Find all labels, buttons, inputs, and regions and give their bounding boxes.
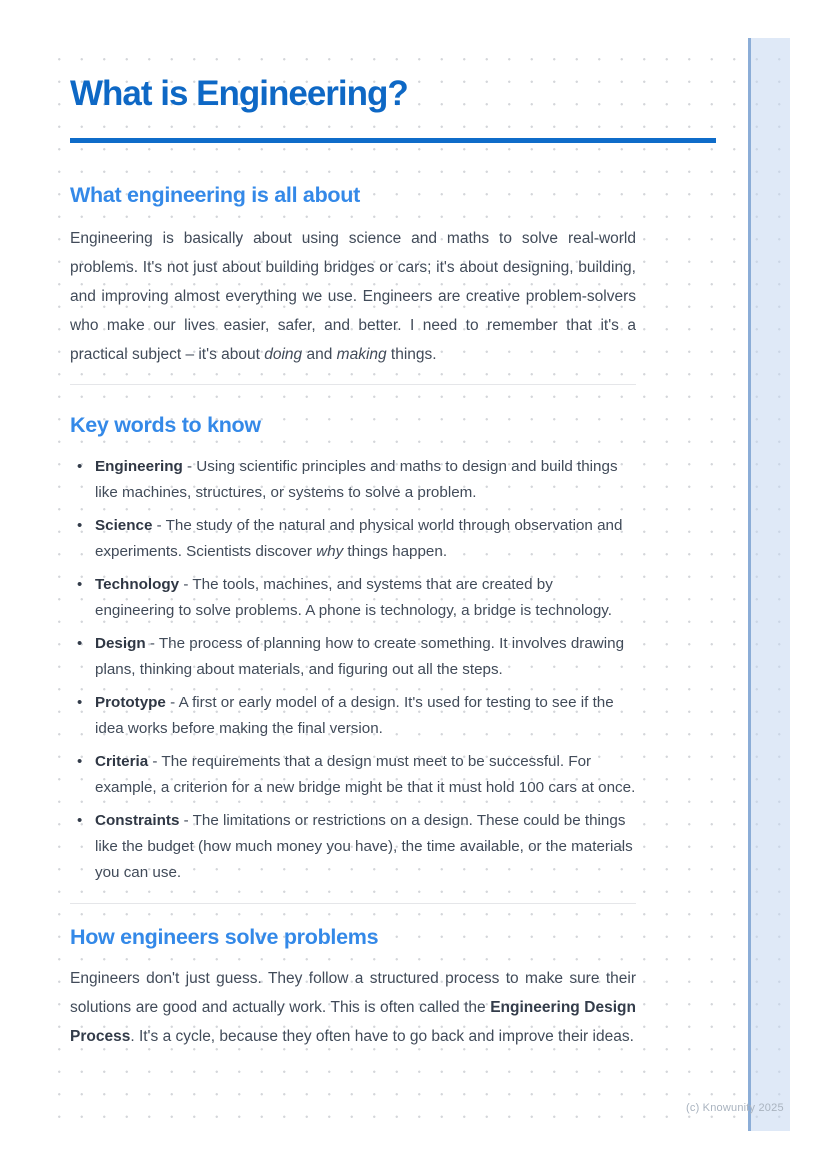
text-run: things happen.	[343, 542, 448, 560]
bullet-icon: •	[77, 575, 83, 593]
term-separator: -	[152, 516, 166, 534]
key-term: Criteria	[95, 752, 149, 770]
term-separator: -	[182, 457, 197, 475]
list-item	[70, 690, 636, 742]
body-paragraph	[70, 964, 636, 1051]
key-term: Engineering	[95, 457, 183, 475]
page-title: What is Engineering?	[70, 74, 408, 113]
notebook-margin-line	[748, 38, 751, 1131]
title-underline	[70, 138, 716, 143]
bullet-icon: •	[77, 811, 83, 829]
text-run: Engineers don't just guess. They follow a structured process to make sure their solutions are good and actually work. This is often called the	[70, 969, 636, 1016]
bold-text: Engineering Design Process	[70, 998, 636, 1045]
key-term: Technology	[95, 575, 180, 593]
text-run: The requirements that a design must meet to be successful. For example, a criterion for a new bridge might be that it must hold 100 cars at once.	[95, 752, 636, 796]
section-heading: Key words to know	[70, 412, 261, 437]
list-item	[70, 631, 636, 683]
italic-text: why	[316, 542, 344, 560]
term-separator: -	[165, 693, 179, 711]
term-separator: -	[145, 634, 159, 652]
text-run: The process of planning how to create something. It involves drawing plans, thinking about materials, and figuring out all the steps.	[95, 634, 625, 678]
section-key-words-to-know	[70, 412, 716, 886]
list-item	[70, 513, 636, 565]
list-item	[70, 572, 636, 624]
bullet-icon: •	[77, 516, 83, 534]
section-what-engineering-is-all-about	[70, 182, 716, 369]
bullet-icon: •	[77, 693, 83, 711]
italic-text: making	[336, 345, 387, 363]
text-run: Engineering is basically about using science and maths to solve real-world problems. It's not just about building bridges or cars; it's about designing, building, and improving almost everything we use. Engineers are creative problem-solvers who make our lives easier, safer, and better. I need to remember that it's a practical subject – it's about	[70, 229, 636, 363]
section-how-engineers-solve-problems	[70, 924, 716, 1051]
section-divider	[70, 903, 636, 904]
key-term: Prototype	[95, 693, 166, 711]
list-item	[70, 749, 636, 801]
page-content	[70, 38, 716, 1051]
text-run: The tools, machines, and systems that are created by engineering to solve problems. A phone is technology, a bridge is technology.	[95, 575, 612, 619]
italic-text: doing	[264, 345, 303, 363]
text-run: The study of the natural and physical world through observation and experiments. Scientists discover	[95, 516, 623, 560]
list-item	[70, 454, 636, 506]
bullet-icon: •	[77, 634, 83, 652]
key-term: Science	[95, 516, 153, 534]
bullet-icon: •	[77, 457, 83, 475]
text-run: Using scientific principles and maths to design and build things like machines, structures, or systems to solve a problem.	[95, 457, 618, 501]
section-heading: How engineers solve problems	[70, 924, 379, 949]
text-run: and	[302, 345, 337, 363]
key-term: Constraints	[95, 811, 180, 829]
key-term: Design	[95, 634, 146, 652]
term-separator: -	[148, 752, 162, 770]
text-run: things.	[386, 345, 437, 363]
bullet-icon: •	[77, 752, 83, 770]
text-run: The limitations or restrictions on a design. These could be things like the budget (how much money you have), the time available, or the materials you can use.	[95, 811, 633, 881]
keyword-list	[70, 454, 636, 886]
text-run: . It's a cycle, because they often have to go back and improve their ideas.	[130, 1027, 634, 1045]
list-item	[70, 808, 636, 886]
section-divider	[70, 384, 636, 385]
notebook-margin-stripe	[751, 38, 790, 1131]
body-paragraph	[70, 224, 636, 369]
section-heading: What engineering is all about	[70, 182, 360, 207]
term-separator: -	[179, 811, 193, 829]
text-run: A first or early model of a design. It's used for testing to see if the idea works before making the final version.	[95, 693, 614, 737]
term-separator: -	[179, 575, 193, 593]
notes-page	[40, 38, 790, 1131]
watermark: (c) Knowunity 2025	[686, 1102, 784, 1114]
